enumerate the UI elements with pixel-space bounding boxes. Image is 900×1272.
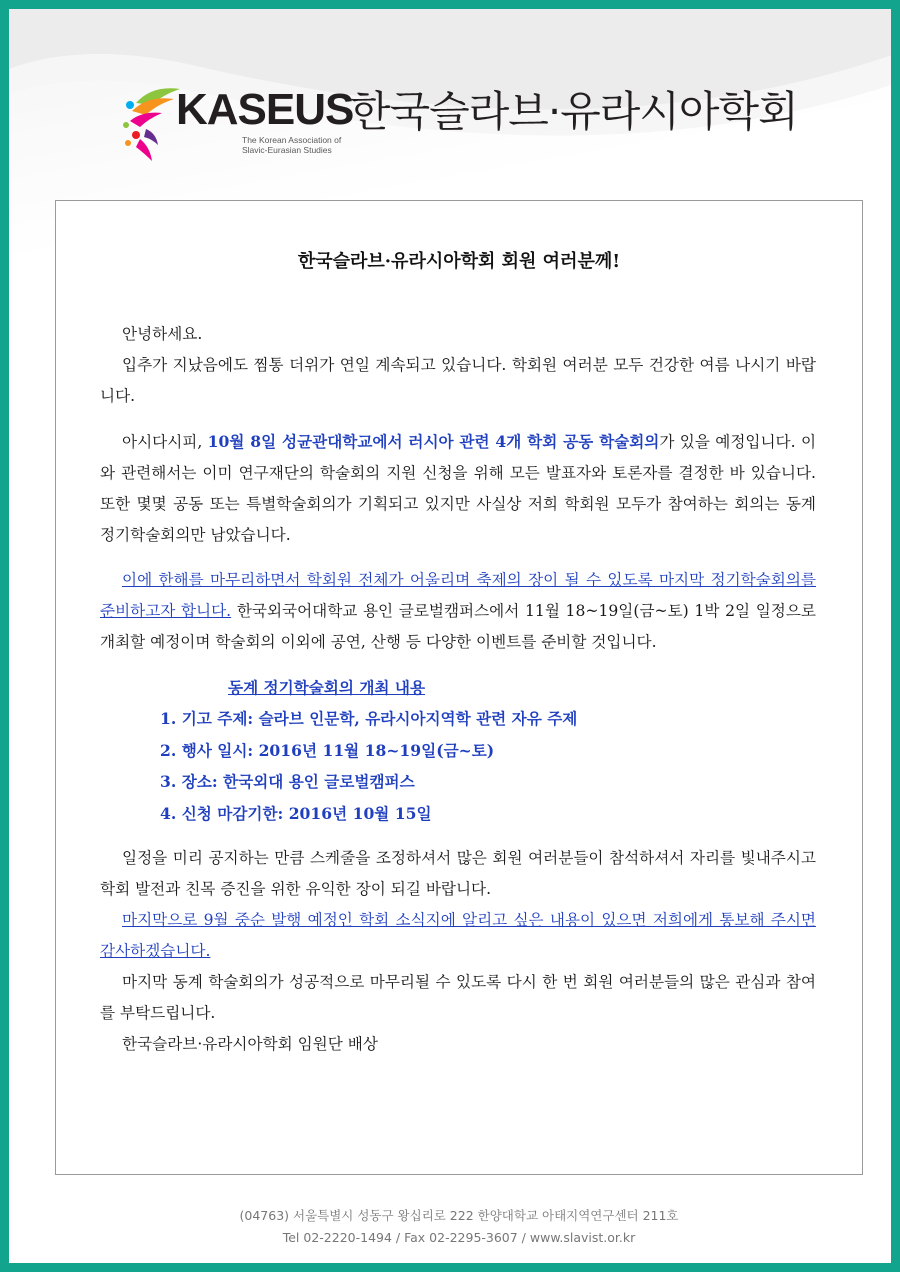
header-logo	[122, 79, 822, 169]
footer-contact: Tel 02-2220-1494 / Fax 02-2295-3607 / www.slavist.or.kr	[282, 1230, 636, 1245]
outline-item-place: 3. 장소: 한국외대 용인 글로벌캠퍼스	[160, 772, 415, 791]
logo-english-name: KASEUS	[176, 85, 354, 134]
paragraph-winter-meeting-post: 한국외국어대학교 용인 글로벌캠퍼스에서 11월 18~19일(금~토) 1박 2일 일정으로 개최할 예정이며 학술회의 이외에 공연, 산행 등 다양한 이벤트를 준비할 것입니다.	[100, 602, 816, 651]
winter-meeting-highlight: 이에 한해를 마무리하면서 학회원 전체가 어울리며 축제의 장이 될 수 있도록 마지막 정기학술회의를 준비하고자 합니다.	[100, 571, 816, 620]
paragraph-conference-post: 가 있을 예정입니다. 이와 관련해서는 이미 연구재단의 학술회의 지원 신청을 위해 모든 발표자와 토론자를 결정한 바 있습니다. 또한 몇몇 공동 또는 특별학술회의가 기획되고 있지만 사실상 저희 학회원 모두가 참여하는 회의는 동계 정기학술회의만 남았습니다.	[100, 433, 817, 544]
outline-item-deadline: 4. 신청 마감기한: 2016년 10월 15일	[160, 803, 432, 823]
newsletter-highlight: 마지막으로 9월 중순 발행 예정인 학회 소식지에 알리고 싶은 내용이 있으면 저희에게 통보해 주시면 감사하겠습니다.	[100, 911, 816, 960]
logo-korean-name: 한국슬라브·유라시아학회	[350, 87, 798, 136]
letter-box	[55, 200, 863, 1175]
greeting: 안녕하세요.	[122, 325, 203, 343]
paragraph-newsletter	[100, 905, 816, 967]
signature: 한국슬라브·유라시아학회 임원단 배상	[122, 1035, 378, 1053]
footer	[9, 1205, 900, 1249]
outline-item-date: 2. 행사 일시: 2016년 11월 18~19일(금~토)	[160, 740, 495, 760]
outline-title: 동계 정기학술회의 개최 내용	[228, 678, 426, 697]
paragraph-closing: 마지막 동계 학술회의가 성공적으로 마무리될 수 있도록 다시 한 번 회원 여러분들의 많은 관심과 참여를 부탁드립니다.	[100, 973, 816, 1022]
letter-title: 한국슬라브·유라시아학회 회원 여러분께!	[297, 251, 621, 272]
kaseus-logo-mark-icon	[122, 81, 184, 163]
paragraph-conference-pre: 아시다시피,	[122, 433, 208, 451]
footer-address: (04763) 서울특별시 성동구 왕십리로 222 한양대학교 아태지역연구센터 211호	[239, 1208, 679, 1223]
paragraph-schedule: 일정을 미리 공지하는 만큼 스케줄을 조정하셔서 많은 회원 여러분들이 참석하셔서 자리를 빛내주시고 학회 발전과 친목 증진을 위한 유익한 장이 되길 바랍니다.	[100, 849, 816, 898]
outline-item-topic: 1. 기고 주제: 슬라브 인문학, 유라시아지역학 관련 자유 주제	[160, 709, 578, 728]
logo-subtitle: The Korean Association of Slavic-Eurasian Studies	[242, 135, 342, 155]
paragraph-winter-meeting	[100, 565, 816, 658]
paragraph-conference	[100, 426, 816, 551]
outline-list	[100, 703, 816, 829]
conference-highlight: 10월 8일 성균관대학교에서 러시아 관련 4개 학회 공동 학술회의	[207, 432, 660, 451]
paragraph-weather: 입추가 지났음에도 찜통 더위가 연일 계속되고 있습니다. 학회원 여러분 모두 건강한 여름 나시기 바랍니다.	[100, 356, 816, 405]
letter-body	[100, 319, 816, 1060]
